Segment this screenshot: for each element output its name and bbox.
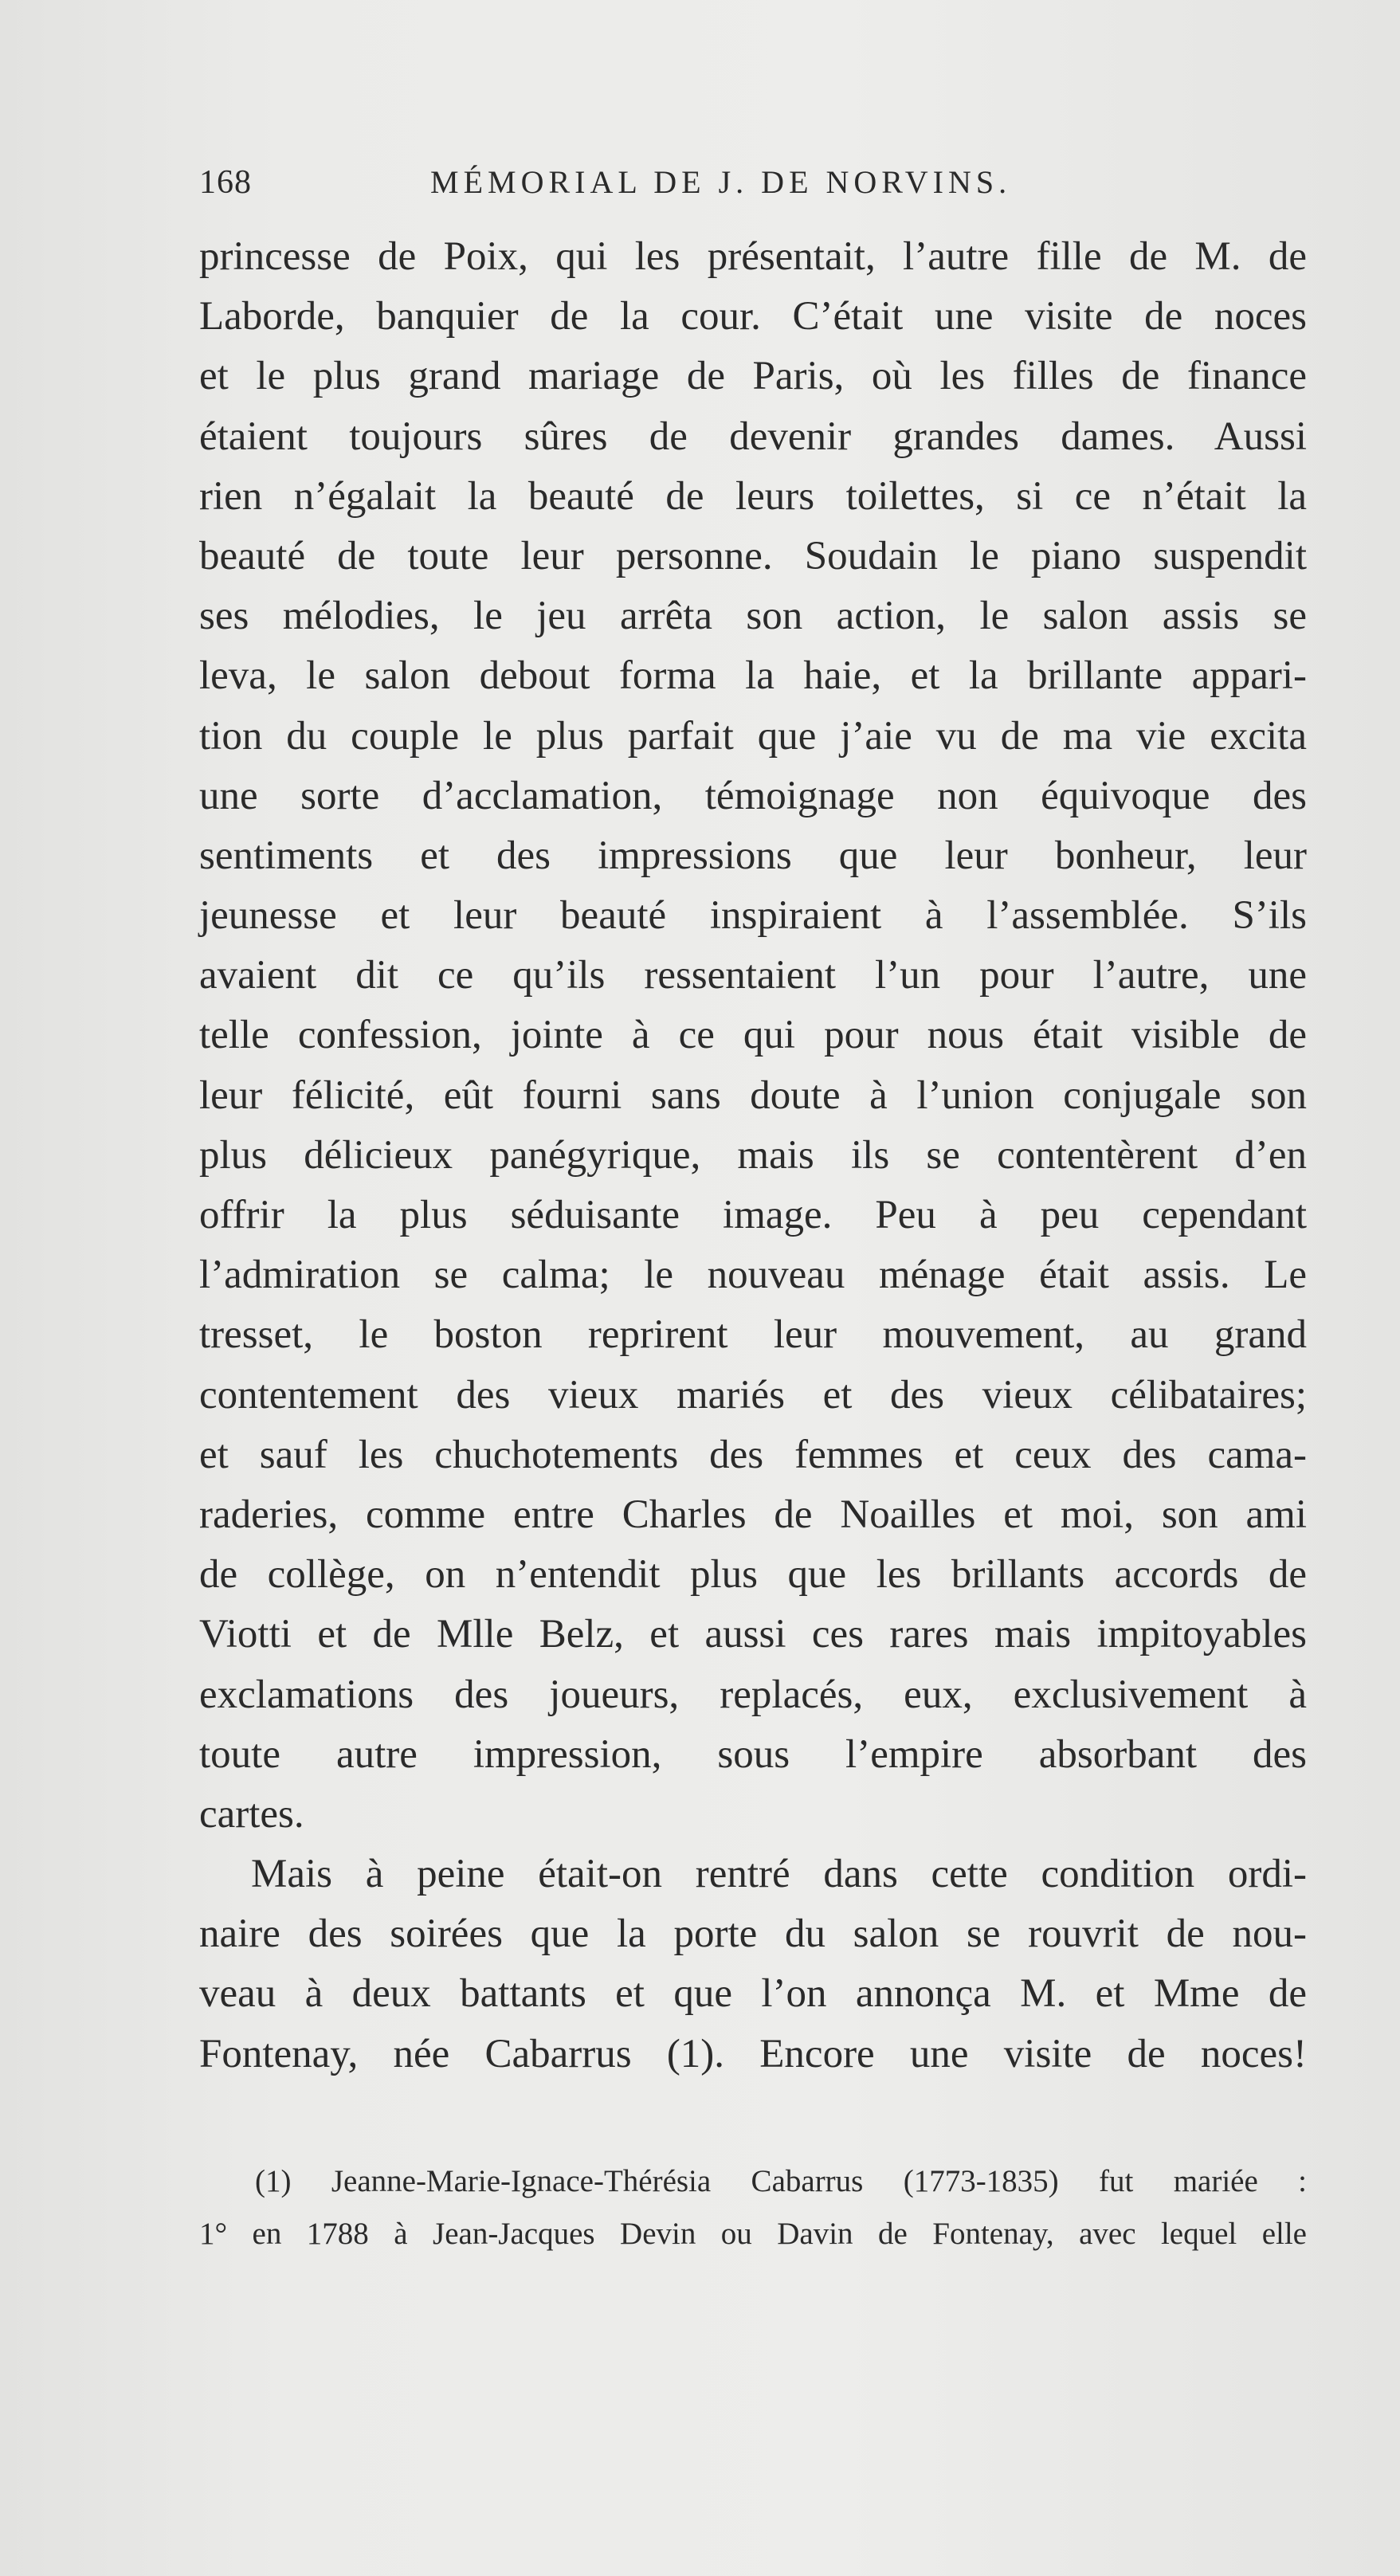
text-line: jeunesse et leur beauté inspiraient à l’assemblée. S’ils xyxy=(199,893,1307,939)
text-line: et le plus grand mariage de Paris, où les filles de finance xyxy=(199,354,1307,399)
text-line: Viotti et de Mlle Belz, et aussi ces rares mais impitoyables xyxy=(199,1612,1307,1657)
text-line: rien n’égalait la beauté de leurs toilettes, si ce n’était la xyxy=(199,473,1307,519)
text-line: tresset, le boston reprirent leur mouvement, au grand xyxy=(199,1312,1307,1358)
text-line: beauté de toute leur personne. Soudain le piano suspendit xyxy=(199,533,1307,578)
text-line: contentement des vieux mariés et des vieux célibataires; xyxy=(199,1372,1307,1417)
page-header xyxy=(199,163,1315,211)
text-line: leva, le salon debout forma la haie, et la brillante appari- xyxy=(199,653,1307,699)
text-line: Laborde, banquier de la cour. C’était une visite de noces xyxy=(199,294,1307,339)
text-line: et sauf les chuchotements des femmes et ceux des cama- xyxy=(199,1432,1307,1477)
text-line: veau à deux battants et que l’on annonça M. et Mme de xyxy=(199,1971,1307,2017)
text-line: avaient dit ce qu’ils ressentaient l’un pour l’autre, une xyxy=(199,953,1307,998)
footnote-line: (1) Jeanne-Marie-Ignace-Thérésia Cabarrus (1773-1835) fut mariée : xyxy=(255,2164,1307,2198)
text-line: Fontenay, née Cabarrus (1). Encore une visite de noces! xyxy=(199,2031,1307,2076)
text-line: de collège, on n’entendit plus que les brillants accords de xyxy=(199,1552,1307,1598)
text-line: naire des soirées que la porte du salon se rouvrit de nou- xyxy=(199,1911,1307,1957)
text-line: leur félicité, eût fourni sans doute à l’union conjugale son xyxy=(199,1072,1307,1118)
text-line: étaient toujours sûres de devenir grandes dames. Aussi xyxy=(199,414,1307,459)
text-line: tion du couple le plus parfait que j’aie vu de ma vie excita xyxy=(199,713,1307,759)
page-number: 168 xyxy=(199,164,252,201)
text-line: toute autre impression, sous l’empire absorbant des xyxy=(199,1731,1307,1777)
running-title: MÉMORIAL DE J. DE NORVINS. xyxy=(430,164,1012,200)
text-line: princesse de Poix, qui les présentait, l’autre fille de M. de xyxy=(199,234,1307,279)
text-line: telle confession, jointe à ce qui pour nous était visible de xyxy=(199,1013,1307,1058)
text-line: plus délicieux panégyrique, mais ils se contentèrent d’en xyxy=(199,1132,1307,1178)
footnote-line: 1° en 1788 à Jean-Jacques Devin ou Davin de Fontenay, avec lequel elle xyxy=(199,2217,1307,2251)
text-line: l’admiration se calma; le nouveau ménage était assis. Le xyxy=(199,1253,1307,1298)
footnotes xyxy=(199,2155,1307,2260)
text-line: offrir la plus séduisante image. Peu à peu cependant xyxy=(199,1193,1307,1237)
text-line: sentiments et des impressions que leur bonheur, leur xyxy=(199,833,1307,878)
text-line: Mais à peine était-on rentré dans cette condition ordi- xyxy=(251,1852,1307,1897)
text-line: raderies, comme entre Charles de Noailles et moi, son ami xyxy=(199,1492,1307,1537)
text-line: ses mélodies, le jeu arrêta son action, le salon assis se xyxy=(199,594,1307,639)
body-text xyxy=(199,227,1307,2084)
text-line: exclamations des joueurs, replacés, eux, exclusivement à xyxy=(199,1672,1307,1717)
text-line: une sorte d’acclamation, témoignage non équivoque des xyxy=(199,773,1307,818)
text-line: cartes. xyxy=(199,1791,304,1837)
